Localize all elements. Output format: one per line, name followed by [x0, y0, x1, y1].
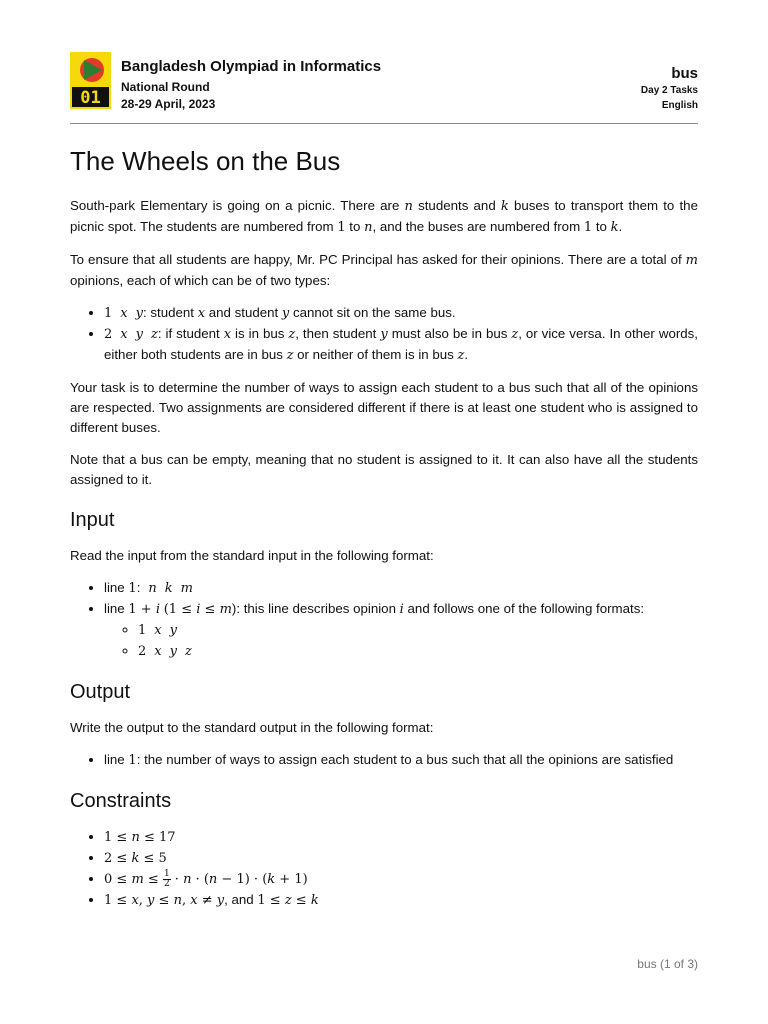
output-line-1: • line 1: the number of ways to assign each student to a bus such that all the opinions are satisfied [104, 750, 698, 771]
page-footer: bus (1 of 3) [637, 957, 698, 971]
opinion-format-2: ◦ 2 x y z [138, 641, 698, 662]
intro-paragraph-1: South-park Elementary is going on a picnic. There are n students and k buses to transport them to the picnic spot. The students are numbered from 1 to n, and the buses are numbered from 1 to k. [70, 198, 698, 235]
opinion-type-1: • 1 x y: student x and student y cannot sit on the same bus. [104, 303, 698, 324]
constraint-k: • 2 ≤ k ≤ 5 [104, 848, 698, 869]
intro-paragraph-2: To ensure that all students are happy, Mr. PC Principal has asked for their opinions. There are a total of m opinions, each of which can be of two types: [70, 252, 698, 288]
input-description: Read the input from the standard input in the following format: [70, 548, 434, 563]
opinion-format-1: ◦ 1 x y [138, 620, 698, 641]
constraint-n: • 1 ≤ n ≤ 17 [104, 827, 698, 848]
day-label: Day 2 Tasks [640, 85, 698, 96]
task-paragraph: Your task is to determine the number of ways to assign each student to a bus such that all of the opinions are respected. Two assignments are considered different if there is at least one student who is assigned to different buses. [70, 380, 698, 435]
output-heading: Output [70, 681, 131, 703]
problem-title: The Wheels on the Bus [70, 146, 341, 176]
input-line-1: • line 1: n k m [104, 578, 698, 599]
logo-text: 01 [80, 88, 101, 108]
opinion-types-list [70, 303, 698, 366]
input-line-opinion: • line 1 + i (1 ≤ i ≤ m): this line describes opinion i and follows one of the following formats: ◦ 1 x y ◦ 2 x y z [104, 599, 698, 662]
opinion-type-2: • 2 x y z: if student x is in bus z, then student y must also be in bus z, or vice versa. In other words, either both students are in bus z or neither of them is in bus z. [104, 324, 698, 366]
contest-dates: 28-29 April, 2023 [121, 97, 216, 111]
output-format-list [70, 750, 698, 771]
output-description: Write the output to the standard output in the following format: [70, 720, 434, 735]
language-label: English [661, 100, 698, 111]
constraint-m: • 0 ≤ m ≤ $\frac{1}{2}$ · n · (n − 1) · (k + 1) [104, 869, 698, 890]
input-format-list [70, 578, 698, 662]
task-name: bus [671, 65, 698, 82]
constraints-list [70, 827, 698, 911]
header-divider [70, 123, 698, 124]
boi-logo [70, 52, 111, 109]
round-name: National Round [121, 80, 210, 94]
note-paragraph: Note that a bus can be empty, meaning that no student is assigned to it. It can also have all the students assigned to it. [70, 452, 698, 487]
constraint-xyz: • 1 ≤ x, y ≤ n, x ≠ y, and 1 ≤ z ≤ k [104, 890, 698, 911]
statement [70, 138, 698, 923]
page-header [70, 52, 698, 122]
constraints-heading: Constraints [70, 790, 172, 812]
input-heading: Input [70, 509, 115, 531]
opinion-formats-list [104, 620, 698, 662]
org-name: Bangladesh Olympiad in Informatics [121, 58, 382, 75]
